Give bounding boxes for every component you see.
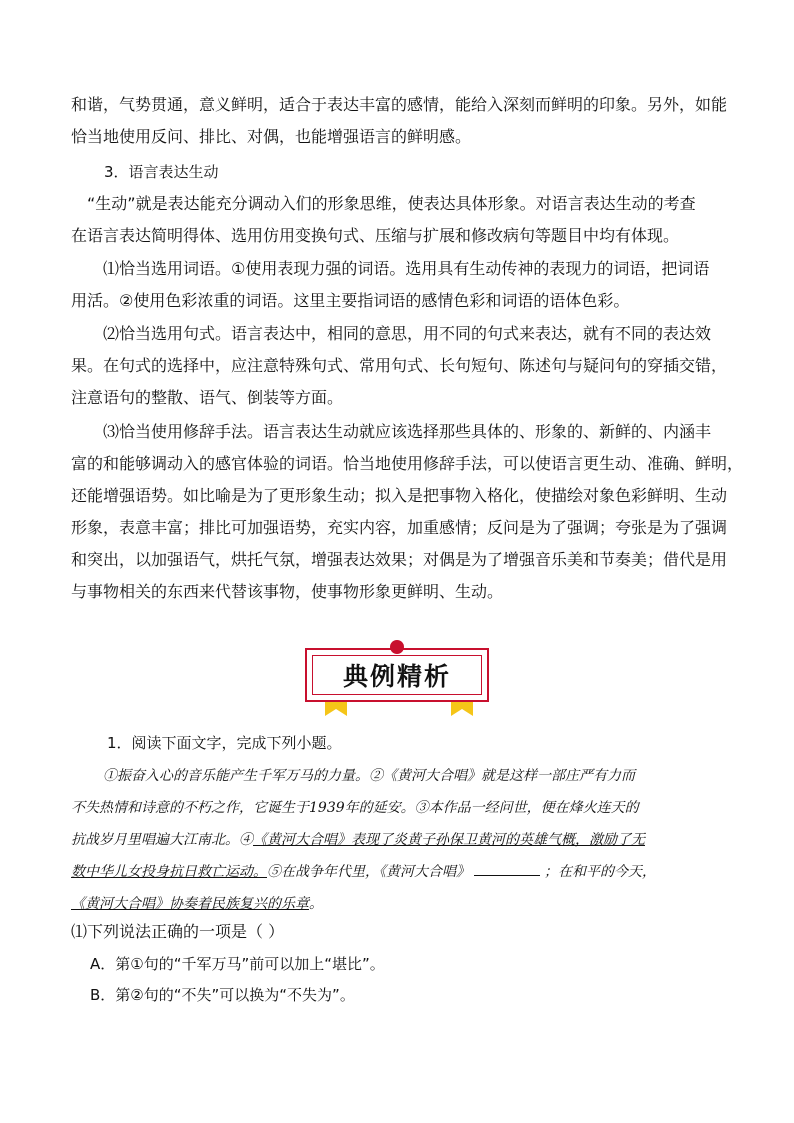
text-line: 和谐，气势贯通，意义鲜明，适合于表达丰富的感情，能给入深刻而鲜明的印象。另外，如能 <box>71 95 728 114</box>
text-line: 注意语句的整散、语气、倒装等方面。 <box>71 388 344 407</box>
text-line: 用活。②使用色彩浓重的词语。这里主要指词语的感情色彩和词语的语体色彩。 <box>71 291 630 310</box>
passage-line <box>71 856 741 888</box>
passage-segment: 抗战岁月里唱遍大江南北。④ <box>71 832 253 848</box>
section-heading: 3．语言表达生动 <box>104 163 219 181</box>
text-line: 和突出，以加强语气，烘托气氛，增强表达效果；对偶是为了增强音乐美和节奏美；借代是用 <box>71 550 728 569</box>
passage-line: ①振奋入心的音乐能产生千军万马的力量。②《黄河大合唱》就是这样一部庄严有力而 <box>103 768 635 784</box>
underlined-segment: 数中华儿女投身抗日救亡运动。 <box>71 864 267 880</box>
option-a[interactable]: A．第①句的“千军万马”前可以加上“堪比”。 <box>90 955 385 973</box>
xiuci-paragraph <box>71 416 744 608</box>
text-line: 形象，表意丰富；排比可加强语势，充实内容，加重感情；反问是为了强调；夸张是为了强调 <box>71 518 728 537</box>
text-line: 恰当地使用反问、排比、对偶，也能增强语言的鲜明感。 <box>71 127 472 146</box>
text-line: ⑴恰当选用词语。①使用表现力强的词语。选用具有生动传神的表现力的词语，把词语 <box>103 259 710 278</box>
text-line: 富的和能够调动入的感官体验的词语。恰当地使用修辞手法，可以使语言更生动、准确、鲜明， <box>71 454 744 473</box>
passage-segment: ；在和平的今天， <box>544 864 656 880</box>
text-line: ⑵恰当选用句式。语言表达中，相同的意思，用不同的句式来表达，就有不同的表达效 <box>103 324 712 343</box>
text-line: 还能增强语势。如比喻是为了更形象生动；拟入是把事物入格化，使描绘对象色彩鲜明、生动 <box>71 486 728 505</box>
underlined-segment: 《黄河大合唱》表现了炎黄子孙保卫黄河的英雄气概，激励了无 <box>253 832 645 848</box>
passage-line <box>71 824 741 856</box>
ciyu-paragraph <box>71 253 741 317</box>
answer-blank[interactable] <box>474 861 540 876</box>
text-line: 与事物相关的东西来代替该事物，使事物形象更鲜明、生动。 <box>71 582 504 601</box>
intro-paragraph <box>71 89 741 153</box>
option-b[interactable]: B．第②句的“不失”可以换为“不失为”。 <box>90 986 355 1004</box>
text-line: “生动”就是表达能充分调动入们的形象思维，使表达具体形象。对语言表达生动的考查 <box>87 194 696 213</box>
badge-dot-icon <box>390 640 404 654</box>
text-line: 果。在句式的选择中，应注意特殊句式、常用句式、长句短句、陈述句与疑问句的穿插交错， <box>71 356 728 375</box>
passage-line <box>71 888 741 920</box>
text-line: ⑶恰当使用修辞手法。语言表达生动就应该选择那些具体的、形象的、新鲜的、内涵丰 <box>103 422 712 441</box>
text-line: 在语言表达简明得体、选用仿用变换句式、压缩与扩展和修改病句等题目中均有体现。 <box>71 226 680 245</box>
jushi-paragraph <box>71 318 741 414</box>
shengdong-paragraph <box>71 188 741 252</box>
badge-title: 典例精析 <box>342 662 451 691</box>
passage-line: 不失热情和诗意的不朽之作，它诞生于1939年的延安。③本作品一经问世，便在烽火连天的 <box>71 800 639 816</box>
example-analysis-badge <box>305 640 491 714</box>
passage-segment: ⑤在战争年代里，《黄河大合唱》 <box>267 864 470 880</box>
passage-segment: 。 <box>309 896 323 912</box>
reading-passage <box>71 760 741 920</box>
sub-question: ⑴下列说法正确的一项是（ ） <box>71 922 285 941</box>
question-prompt: 1．阅读下面文字，完成下列小题。 <box>107 734 342 752</box>
underlined-segment: 《黄河大合唱》协奏着民族复兴的乐章 <box>71 896 309 912</box>
